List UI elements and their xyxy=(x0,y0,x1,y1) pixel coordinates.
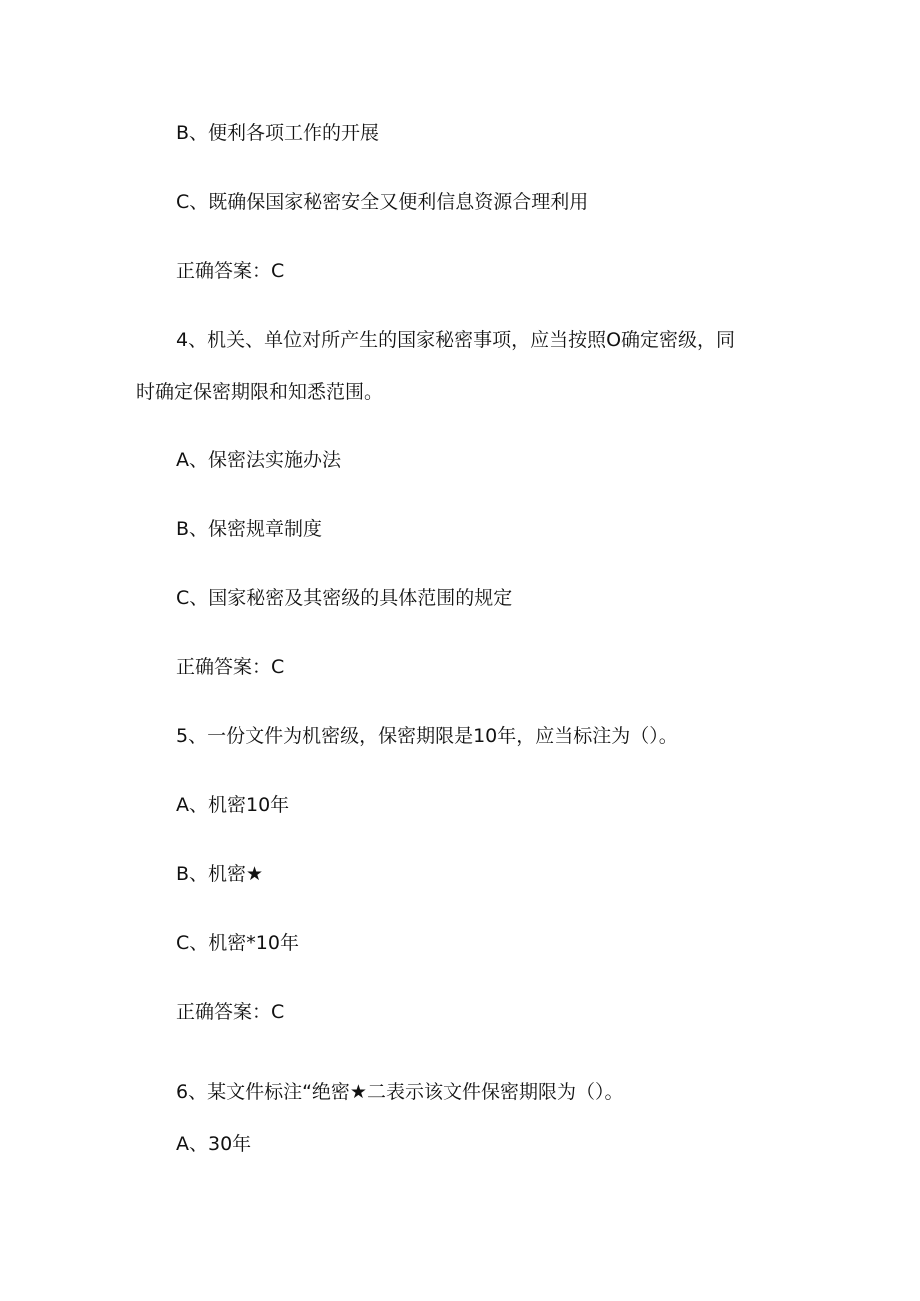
option-b-q5: B、机密★ xyxy=(176,863,264,885)
answer-q4: 正确答案：C xyxy=(176,656,285,678)
answer-q5: 正确答案：C xyxy=(176,1001,285,1023)
option-c-q5: C、机密*10年 xyxy=(176,932,299,954)
question-4-line-2: 时确定保密期限和知悉范围。 xyxy=(136,381,384,403)
option-a-q6: A、30年 xyxy=(176,1133,252,1155)
option-c-q3: C、既确保国家秘密安全又便利信息资源合理利用 xyxy=(176,191,589,213)
question-4-line-1: 4、机关、单位对所产生的国家秘密事项，应当按照O确定密级，同 xyxy=(176,329,736,351)
answer-q3: 正确答案：C xyxy=(176,260,285,282)
option-a-q5: A、机密10年 xyxy=(176,794,290,816)
option-c-q4: C、国家秘密及其密级的具体范围的规定 xyxy=(176,587,513,609)
option-a-q4: A、保密法实施办法 xyxy=(176,449,341,471)
question-5: 5、一份文件为机密级，保密期限是10年，应当标注为（）。 xyxy=(176,725,678,747)
option-b-q4: B、保密规章制度 xyxy=(176,518,323,540)
question-6: 6、某文件标注“绝密★二表示该文件保密期限为（）。 xyxy=(176,1081,624,1103)
option-b-q3: B、便利各项工作的开展 xyxy=(176,122,380,144)
